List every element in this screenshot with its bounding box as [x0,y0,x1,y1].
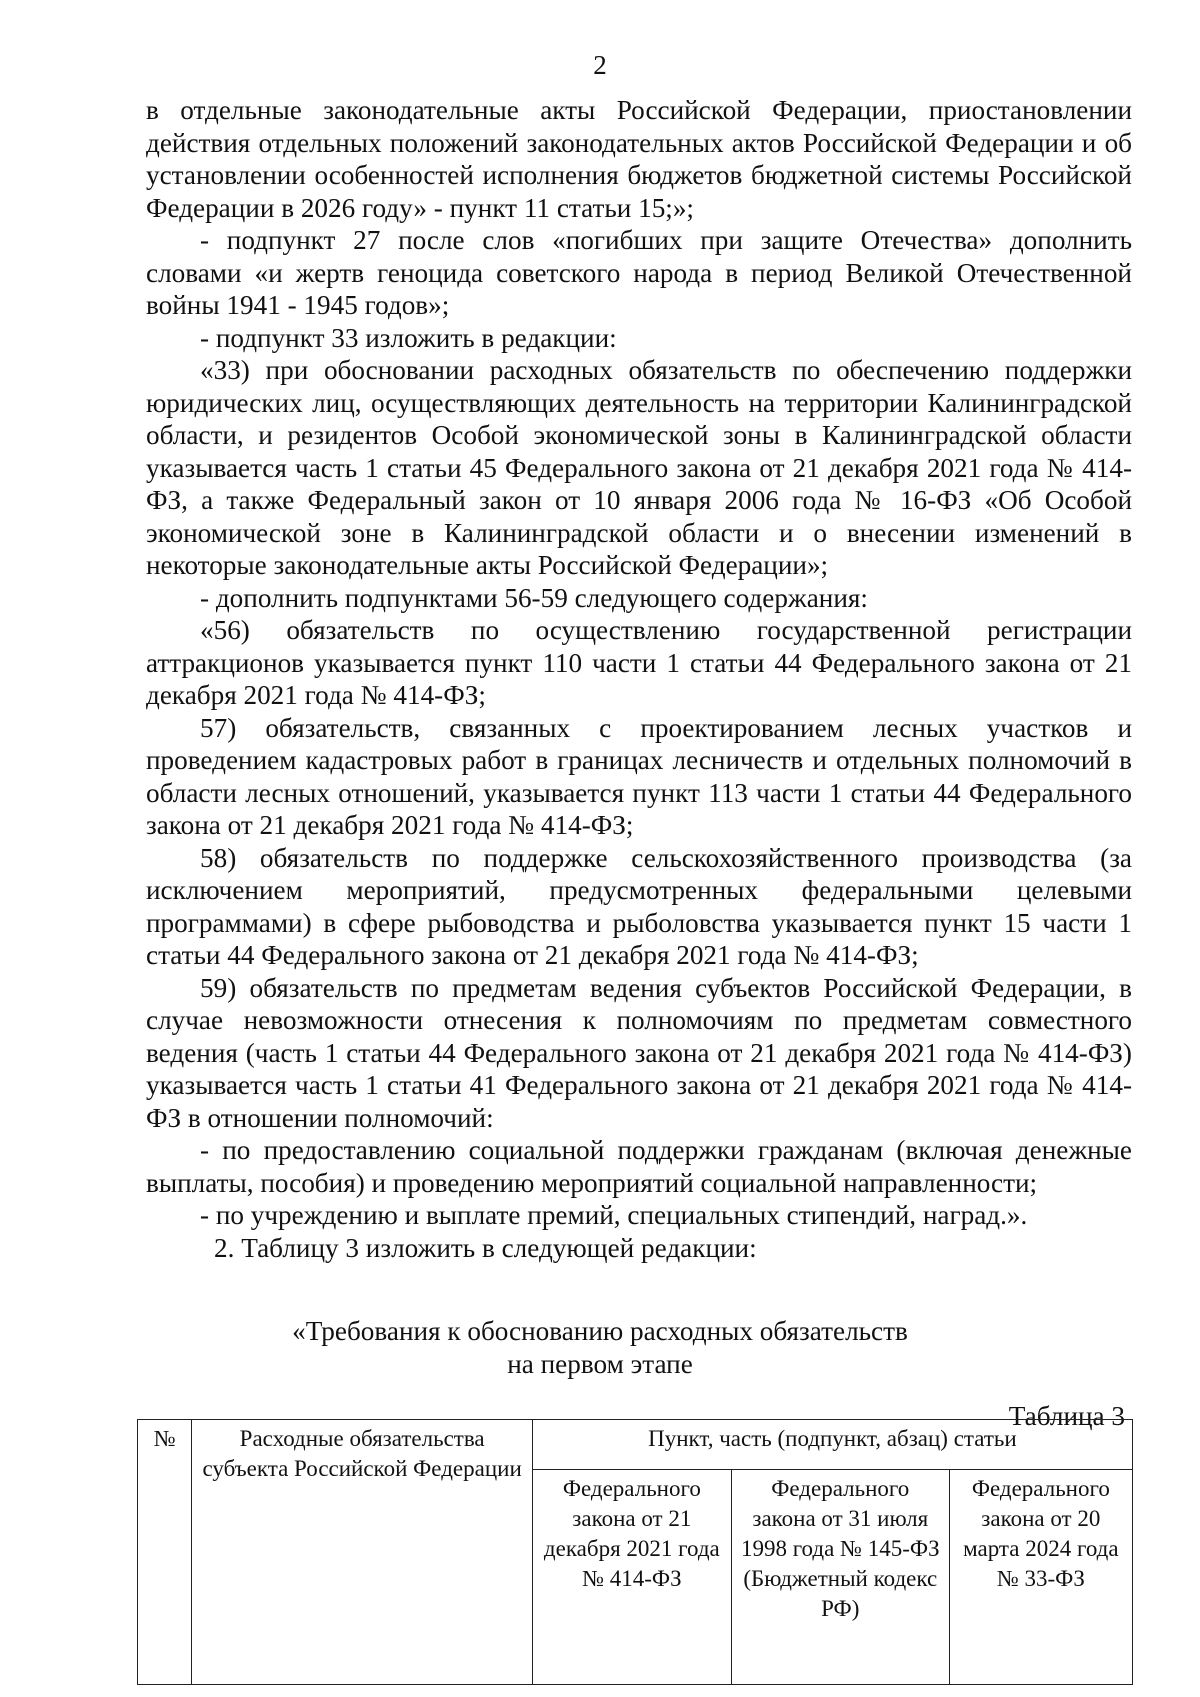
table-title [0,1315,1200,1381]
paragraph-add-subpoints: - дополнить подпунктами 56-59 следующего содержания: [200,582,868,613]
header-article-group: Пункт, часть (подпункт, абзац) статьи [532,1420,1132,1470]
paragraph-subpoint-27: - подпункт 27 после слов «погибших при защите Отечества» дополнить словами «и жертв геноцида советского народа в период Великой Отечественной войны 1941 - 1945 годов»; [146,225,1132,320]
header-law-145: Федерального закона от 31 июля 1998 года № 145-ФЗ (Бюджетный кодекс РФ) [731,1470,949,1685]
table-caption: Таблица 3 [1008,1401,1125,1431]
paragraph-awards: - по учреждению и выплате премий, специальных стипендий, наград.». [200,1200,1028,1230]
paragraph-table-3-intro: 2. Таблицу 3 изложить в следующей редакции: [214,1232,757,1263]
header-number: № [138,1420,192,1685]
paragraph-subpoint-58: 58) обязательств по поддержке сельскохозяйственного производства (за исключением мероприятий, предусмотренных федеральными целевыми программами) в сфере рыбоводства и рыболовства указывается пункт 15 части 1 статьи 44 Федерального закона от 21 декабря 2021 года № 414-ФЗ; [146,842,1132,970]
paragraph-subpoint-59: 59) обязательств по предметам ведения субъектов Российской Федерации, в случае невозможности отнесения к полномочиям по предметам совместного ведения (часть 1 статьи 44 Федерального закона от 21 декабря 2021 года № 414-ФЗ) указывается часть 1 статьи 41 Федерального закона от 21 декабря 2021 года № 414-ФЗ в отношении полномочий: [146,972,1132,1133]
header-obligations: Расходные обязательства субъекта Российской Федерации [192,1420,532,1685]
page-number: 2 [593,50,607,80]
requirements-table [137,1419,1133,1685]
paragraph-subpoint-56: «56) обязательств по осуществлению государственной регистрации аттракционов указывается пункт 110 части 1 статьи 44 Федерального закона от 21 декабря 2021 года № 414-ФЗ; [146,615,1132,710]
paragraph-subpoint-33: «33) при обосновании расходных обязательств по обеспечению поддержки юридических лиц, осуществляющих деятельность на территории Калининградской области, и резидентов Особой экономической зоны в Калининградской области указывается часть 1 статьи 45 Федерального закона от 21 декабря 2021 года № 414-ФЗ, а также Федеральный закон от 10 января 2006 года № 16-ФЗ «Об Особой экономической зоне в Калининградской области и о внесении изменений в некоторые законодательные акты Российской Федерации»; [146,355,1132,580]
table-header-row [138,1420,1133,1470]
paragraph-subpoint-33-intro: - подпункт 33 изложить в редакции: [200,322,617,353]
paragraph-social-support: - по предоставлению социальной поддержки гражданам (включая денежные выплаты, пособия) и проведению мероприятий социальной направленности; [146,1135,1132,1198]
table-title-line-1: «Требования к обоснованию расходных обязательств [292,1316,908,1346]
header-law-33: Федерального закона от 20 марта 2024 года № 33-ФЗ [949,1470,1132,1685]
table-title-line-2: на первом этапе [507,1349,693,1379]
paragraph-subpoint-57: 57) обязательств, связанных с проектированием лесных участков и проведением кадастровых работ в границах лесничеств и отдельных полномочий в области лесных отношений, указывается пункт 113 части 1 статьи 44 Федерального закона от 21 декабря 2021 года № 414-ФЗ; [146,712,1132,840]
header-law-414: Федерального закона от 21 декабря 2021 года № 414-ФЗ [532,1470,731,1685]
paragraph-continuation: в отдельные законодательные акты Российской Федерации, приостановлении действия отдельных положений законодательных актов Российской Федерации и об установлении особенностей исполнения бюджетов бюджетной системы Российской Федерации в 2026 году» - пункт 11 статьи 15;»; [146,95,1132,223]
document-body [146,94,1132,1264]
